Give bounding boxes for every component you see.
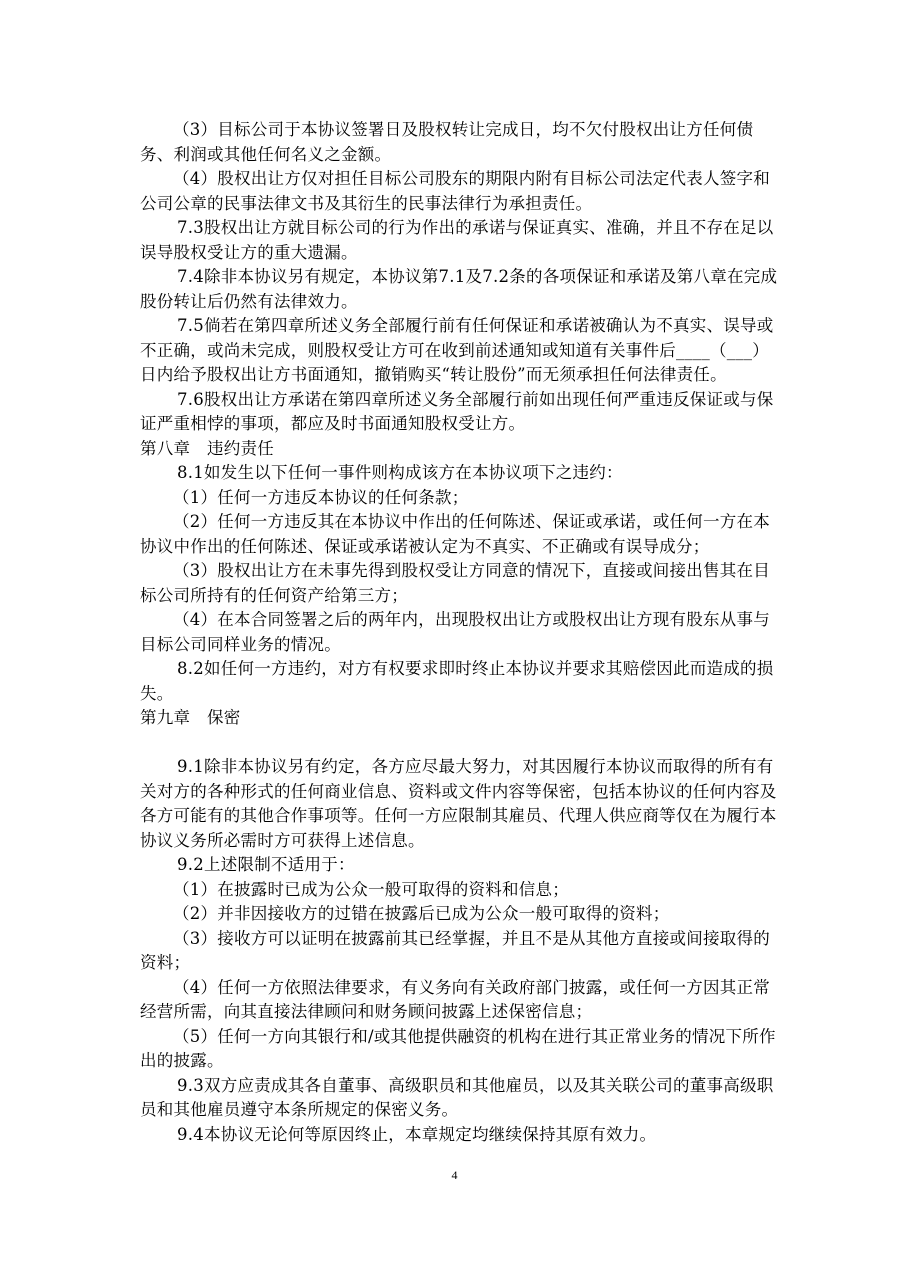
paragraph: 7.4除非本协议另有规定，本协议第7.1及7.2条的各项保证和承诺及第八章在完成股份转让后仍然有法律效力。 — [140, 267, 778, 311]
paragraph: （3）目标公司于本协议签署日及股权转让完成日，均不欠付股权出让方任何债务、利润或其他任何名义之金额。 — [140, 120, 754, 164]
paragraph: （1）在披露时已成为公众一般可取得的资料和信息； — [173, 879, 569, 899]
paragraph: （1）任何一方违反本协议的任何条款； — [173, 487, 469, 507]
paragraph: （4）股权出让方仅对担任目标公司股东的期限内附有目标公司法定代表人签字和公司公章的民事法律文书及其衍生的民事法律行为承担责任。 — [140, 169, 770, 213]
paragraph: 7.3股权出让方就目标公司的行为作出的承诺与保证真实、准确，并且不存在足以误导股权受让方的重大遗漏。 — [140, 218, 774, 262]
chapter-heading: 第八章 违约责任 — [140, 438, 274, 458]
paragraph: 9.2上述限制不适用于： — [177, 855, 355, 874]
paragraph: （5）任何一方向其银行和/或其他提供融资的机构在进行其正常业务的情况下所作出的披露。 — [140, 1026, 776, 1070]
paragraph: 9.4本协议无论何等原因终止，本章规定均继续保持其原有效力。 — [177, 1124, 657, 1144]
paragraph: （2）并非因接收方的过错在披露后已成为公众一般可取得的资料； — [173, 904, 670, 923]
paragraph: （2）任何一方违反其在本协议中作出的任何陈述、保证或承诺，或任何一方在本协议中作出的任何陈述、保证或承诺被认定为不真实、不正确或有误导成分； — [140, 512, 770, 556]
paragraph: （3）接收方可以证明在披露前其已经掌握，并且不是从其他方直接或间接取得的资料； — [140, 928, 770, 972]
document-body — [140, 118, 780, 1147]
paragraph: 7.6股权出让方承诺在第四章所述义务全部履行前如出现任何严重违反保证或与保证严重相悖的事项，都应及时书面通知股权受让方。 — [140, 389, 774, 433]
chapter-heading: 第九章 保密 — [140, 708, 241, 727]
page-number: 4 — [451, 1168, 458, 1182]
paragraph: 8.2如任何一方违约，对方有权要求即时终止本协议并要求其赔偿因此而造成的损失。 — [140, 659, 774, 703]
paragraph: 7.5倘若在第四章所述义务全部履行前有任何保证和承诺被确认为不真实、误导或不正确，或尚未完成，则股权受让方可在收到前述通知或知道有关事件后____（___）日内给予股权出让方书面通知，撤销购买“转让股份”而无须承担任何法律责任。 — [140, 316, 774, 384]
paragraph: （4）在本合同签署之后的两年内，出现股权出让方或股权出让方现有股东从事与目标公司同样业务的情况。 — [140, 610, 770, 654]
paragraph: （3）股权出让方在未事先得到股权受让方同意的情况下，直接或间接出售其在目标公司所持有的任何资产给第三方； — [140, 561, 770, 605]
paragraph: 9.3双方应责成其各自董事、高级职员和其他雇员，以及其关联公司的董事高级职员和其他雇员遵守本条所规定的保密义务。 — [140, 1075, 774, 1119]
paragraph: 9.1除非本协议另有约定，各方应尽最大努力，对其因履行本协议而取得的所有有关对方的各种形式的任何商业信息、资料或文件内容等保密，包括本协议的任何内容及各方可能有的其他合作事项等。任何一方应限制其雇员、代理人供应商等仅在为履行本协议义务所必需时方可获得上述信息。 — [140, 757, 777, 850]
paragraph: （4）任何一方依照法律要求，有义务向有关政府部门披露，或任何一方因其正常经营所需，向其直接法律顾问和财务顾问披露上述保密信息； — [140, 977, 770, 1021]
paragraph: 8.1如发生以下任何一事件则构成该方在本协议项下之违约： — [177, 463, 623, 482]
blank-line — [140, 731, 780, 756]
